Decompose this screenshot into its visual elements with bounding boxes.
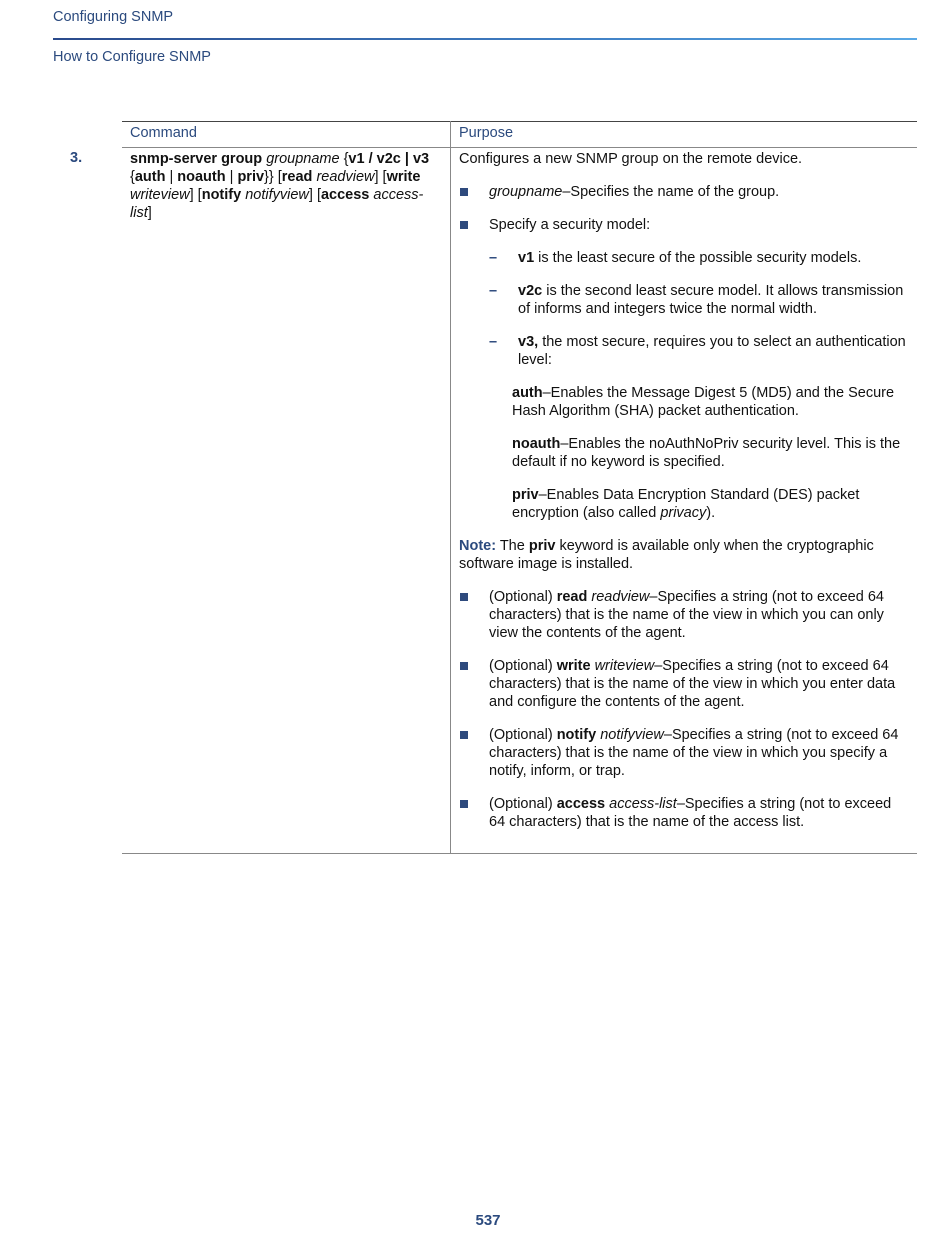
purpose-intro: Configures a new SNMP group on the remote device. [459,151,803,167]
sub-list-item: – v3, the most secure, requires you to select an authentication level: [489,334,906,368]
page-number: 537 [475,1212,501,1229]
column-header-command: Command [130,125,197,141]
sub-list-item: – v2c is the second least secure model. It allows transmission of informs and integers twice the normal width. [489,283,904,317]
list-item: (Optional) read readview–Specifies a string (not to exceed 64 characters) that is the name of the view in which you can only view the contents of the agent. [459,588,911,642]
step-number: 3. [70,150,83,166]
table-column-divider [450,121,451,854]
square-bullet-icon [460,188,468,196]
table-bottom-border [122,853,917,854]
sub-list-item: – v1 is the least secure of the possible security models. [489,250,862,266]
square-bullet-icon [460,221,468,229]
section-title: How to Configure SNMP [53,49,211,65]
square-bullet-icon [460,800,468,808]
chapter-title: Configuring SNMP [53,9,174,25]
dash-bullet-icon: – [489,334,498,350]
auth-level-noauth: noauth–Enables the noAuthNoPriv security level. This is the default if no keyword is specified. [512,436,901,470]
list-item: (Optional) notify notifyview–Specifies a string (not to exceed 64 characters) that is the name of the view in which you specify a notify, inform, or trap. [459,726,911,780]
list-item: Specify a security model: [459,216,911,234]
list-item: (Optional) access access-list–Specifies a string (not to exceed 64 characters) that is the name of the access list. [459,795,911,831]
header-rule [53,38,917,40]
table-top-border [122,121,917,122]
dash-bullet-icon: – [489,283,498,299]
auth-level-auth: auth–Enables the Message Digest 5 (MD5) and the Secure Hash Algorithm (SHA) packet authentication. [512,385,895,419]
command-syntax: snmp-server group groupname {v1 / v2c | v3 {auth | noauth | priv}} [read readview] [write writeview] [notify notifyview] [access access-list] [130,151,430,221]
table-header-divider [122,147,917,148]
square-bullet-icon [460,662,468,670]
square-bullet-icon [460,593,468,601]
dash-bullet-icon: – [489,250,498,266]
list-item: (Optional) write writeview–Specifies a string (not to exceed 64 characters) that is the name of the view in which you enter data and configure the contents of the agent. [459,657,911,711]
square-bullet-icon [460,731,468,739]
purpose-cell [459,150,911,846]
list-item: groupname–Specifies the name of the group. [459,183,911,201]
note: Note: The priv keyword is available only when the cryptographic software image is installed. [459,538,874,572]
column-header-purpose: Purpose [459,125,514,141]
auth-level-priv: priv–Enables Data Encryption Standard (DES) packet encryption (also called privacy). [512,487,860,521]
